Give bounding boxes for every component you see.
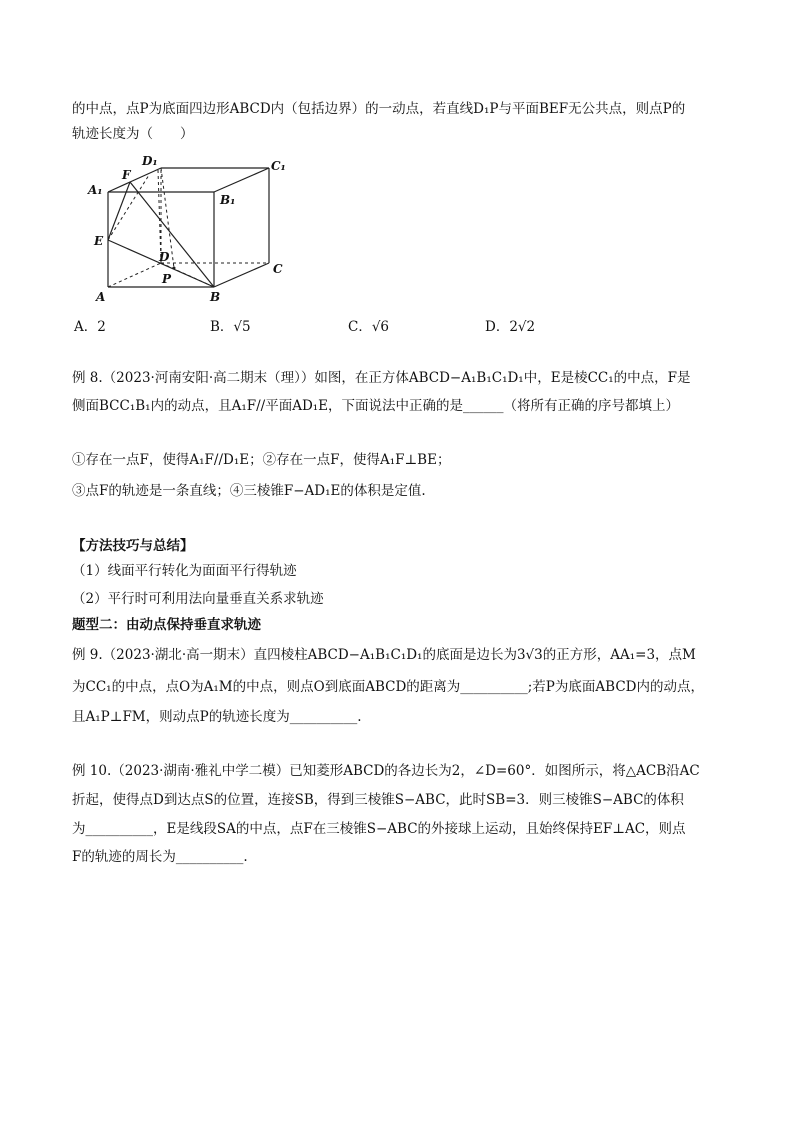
label-P: P [162, 272, 172, 286]
example10-line2: 折起，使得点D到达点S的位置，连接SB，得到三棱锥S−ABC，此时SB=3．则三棱锥S−ABC的体积 [72, 792, 684, 808]
point-P [173, 267, 176, 270]
label-A: A [96, 290, 106, 304]
problem7-text-line2: 轨迹长度为（ ） [72, 126, 194, 142]
example10-line1: 例 10.（2023·湖南·雅礼中学二模）已知菱形ABCD的各边长为2，∠D=60°．如图所示，将△ACB沿AC [72, 763, 700, 779]
example10-line4: F的轨迹的周长为__________. [72, 849, 248, 865]
label-B1: B₁ [220, 193, 236, 207]
label-D: D [159, 250, 170, 264]
topic-heading: 题型二：由动点保持垂直求轨迹 [72, 617, 261, 633]
option-a: A．2 [74, 319, 106, 335]
edge-B-C [214, 263, 269, 287]
option-b: B．√5 [210, 319, 251, 335]
hidden-edge-A-D [108, 263, 161, 287]
label-C1: C₁ [271, 159, 286, 173]
label-A1: A₁ [88, 183, 103, 197]
option-d: D．2√2 [485, 319, 536, 335]
example9-line1: 例 9.（2023·湖北·高一期末）直四棱柱ABCD−A₁B₁C₁D₁的底面是边长为3√3的正方形，AA₁=3，点M [72, 647, 696, 663]
summary-item2: （2）平行时可利用法向量垂直关系求轨迹 [72, 591, 324, 607]
label-B: B [210, 290, 221, 304]
example9-line2: 为CC₁的中点，点O为A₁M的中点，则点O到底面ABCD的距离为__________;若P为底面ABCD内的动点， [72, 679, 704, 695]
option-c: C．√6 [348, 319, 390, 335]
example8-line3: ①存在一点F，使得A₁F//D₁E；②存在一点F，使得A₁F⊥BE； [72, 452, 451, 468]
example8-line2: 侧面BCC₁B₁内的动点，且A₁F//平面AD₁E，下面说法中正确的是______（将所有正确的序号都填上） [72, 398, 680, 414]
label-D1: D₁ [142, 154, 158, 168]
problem7-text-line1: 的中点，点P为底面四边形ABCD内（包括边界）的一动点，若直线D₁P与平面BEF无公共点，则点P的 [72, 101, 686, 117]
label-F: F [122, 168, 131, 182]
summary-heading: 【方法技巧与总结】 [72, 538, 194, 554]
example9-line3: 且A₁P⊥FM，则动点P的轨迹长度为__________. [72, 709, 362, 725]
label-C: C [273, 262, 283, 276]
label-E: E [94, 234, 104, 248]
example8-line4: ③点F的轨迹是一条直线；④三棱锥F−AD₁E的体积是定值. [72, 483, 426, 499]
example8-line1: 例 8.（2023·河南安阳·高二期末（理））如图，在正方体ABCD−A₁B₁C₁D₁中，E是棱CC₁的中点，F是 [72, 370, 691, 386]
cube-figure [84, 150, 294, 310]
example10-line3: 为__________，E是线段SA的中点，点F在三棱锥S−ABC的外接球上运动，且始终保持EF⊥AC，则点 [72, 821, 686, 837]
edge-B1-C1 [214, 168, 269, 192]
summary-item1: （1）线面平行转化为面面平行得轨迹 [72, 563, 297, 579]
